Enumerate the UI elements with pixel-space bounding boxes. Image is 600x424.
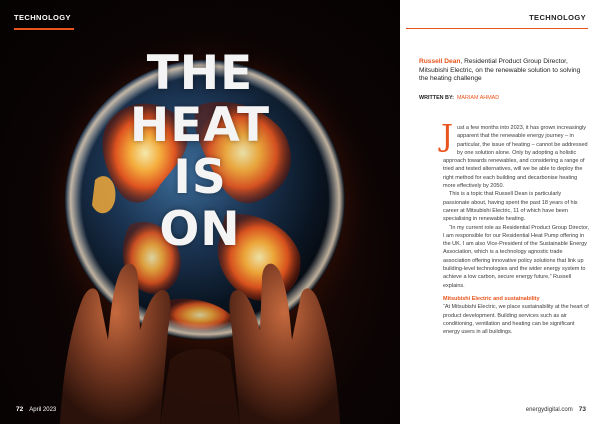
section-label: TECHNOLOGY [14, 13, 71, 22]
right-page-footer [526, 406, 586, 413]
headline-line: IS [173, 150, 227, 205]
byline-label: WRITTEN BY: [419, 95, 454, 101]
paragraph-text: ust a few months into 2023, it has grown increasingly apparent that the renewable energy journey – in particular, the issue of heating – cannot be addressed by one solution alone. Only by adopting a holistic approach towards renewables, and considering a range of tried and tested alternatives, will we be able to deploy the right method for each building and decarbonise heating more effectively by 2050. [443, 125, 588, 190]
section-label: TECHNOLOGY [529, 13, 586, 22]
right-page [400, 0, 600, 424]
standfirst-author: Russell Dean [419, 58, 461, 65]
page-number: 72 [16, 406, 24, 413]
issue-date: April 2023 [29, 407, 57, 413]
headline-line: HEAT [129, 98, 271, 153]
standfirst-text: , Residential Product Group Director, Mitsubishi Electric, on the renewable solution to solving the heating challenge [419, 58, 581, 83]
article-body [441, 119, 590, 336]
page-number: 73 [578, 406, 586, 413]
paragraph: “At Mitsubishi Electric, we place sustainability at the heart of product development. Building services such as air conditioning, ventilation and heating can be significant energy users in all buildings. [443, 304, 589, 336]
paragraph [441, 119, 589, 190]
byline-writer: MARIAM AHMAD [456, 95, 500, 101]
headline-line: THE [146, 46, 254, 101]
paragraph: This is a topic that Russell Dean is particularly passionate about, having spent the past 18 years of his career at Mitsubishi Electric, 11 of which have been specialising in renewable heating. [443, 191, 578, 223]
headline [110, 48, 290, 256]
standfirst [419, 58, 589, 84]
byline [419, 95, 499, 101]
drop-cap: J [441, 119, 454, 154]
headline-line: ON [159, 202, 241, 257]
paragraph: “In my current role as Residential Product Group Director, I am responsible for our Residential Heat Pump offering in the UK. I am also Vice-President of the Sustainable Energy Association, which is a technology agnostic trade association offering innovative policy solutions that link up building-level technologies and the wider energy system to achieve a low carbon, secure energy future,” Russell explains. [443, 224, 590, 289]
section-rule [406, 28, 588, 29]
left-page-footer [16, 406, 56, 413]
subheading: Mitsubishi Electric and sustainability [443, 295, 540, 302]
section-rule [14, 28, 74, 30]
website-url: energydigital.com [525, 407, 573, 413]
